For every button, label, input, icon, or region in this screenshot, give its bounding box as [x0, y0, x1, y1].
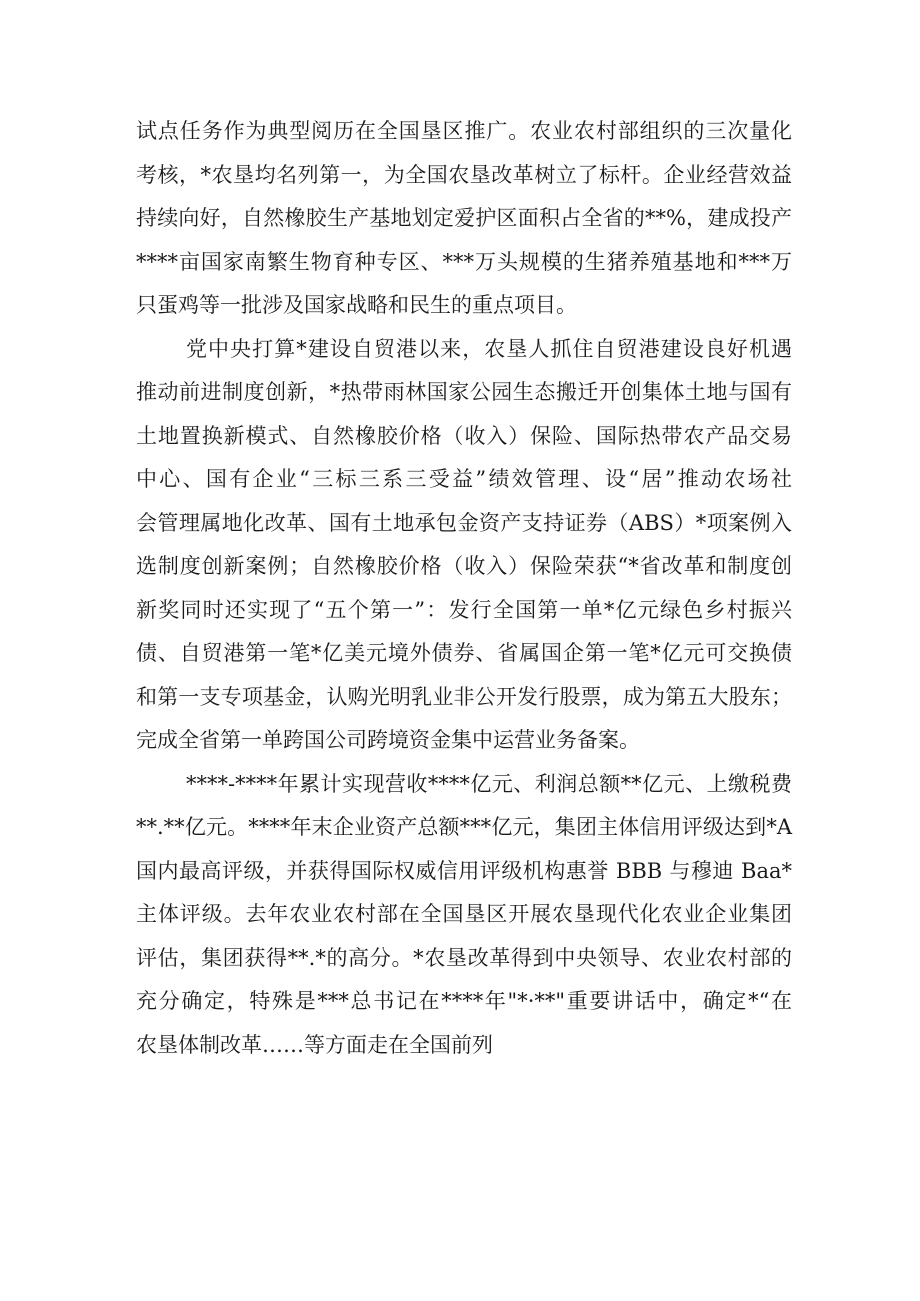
text-line: ****-****年累计实现营收****亿元、利润总额**亿元、上缴税费: [186, 771, 792, 796]
document-body: [136, 110, 792, 1067]
text-line: 完成全省第一单跨国公司跨境资金集中运营业务备案。: [136, 728, 640, 752]
text-line: 党中央打算*建设自贸港以来，农垦人抓住自贸港建设良好机遇: [186, 336, 792, 361]
paragraph-3: [136, 763, 792, 1068]
text-line: 只蛋鸡等一批涉及国家战略和民生的重点项目。: [136, 293, 577, 317]
text-line: 会管理属地化改革、国有土地承包金资产支持证券（ABS）*项案例入: [136, 510, 792, 535]
text-line: 中心、国有企业“三标三系三受益”绩效管理、设“居”推动农场社: [136, 467, 792, 491]
text-line: 国内最高评级，并获得国际权威信用评级机构惠誉 BBB 与穆迪 Baa*: [136, 858, 792, 883]
text-line: **.**亿元。****年末企业资产总额***亿元，集团主体信用评级达到*A: [136, 815, 792, 839]
text-line: 选制度创新案例；自然橡胶价格（收入）保险荣获“*省改革和制度创: [136, 554, 792, 578]
text-line: 新奖同时还实现了“五个第一”：发行全国第一单*亿元绿色乡村振兴: [136, 597, 792, 622]
text-line: 试点任务作为典型阅历在全国垦区推广。农业农村部组织的三次量化: [136, 119, 792, 143]
paragraph-2: [136, 328, 792, 763]
text-line: 充分确定，特殊是***总书记在****年"*·**"重要讲话中，确定*“在: [136, 989, 792, 1013]
text-line: 土地置换新模式、自然橡胶价格（收入）保险、国际热带农产品交易: [136, 423, 792, 448]
text-line: 持续向好，自然橡胶生产基地划定爱护区面积占全省的**%，建成投产: [136, 206, 792, 230]
text-line: 和第一支专项基金，认购光明乳业非公开发行股票，成为第五大股东；: [136, 684, 792, 709]
text-line: 推动前进制度创新，*热带雨林国家公园生态搬迁开创集体土地与国有: [136, 380, 792, 404]
text-line: 债、自贸港第一笔*亿美元境外债券、省属国企第一笔*亿元可交换债: [136, 641, 792, 665]
paragraph-1: [136, 110, 792, 328]
text-line: 农垦体制改革……等方面走在全国前列: [136, 1032, 493, 1057]
text-line: 评估，集团获得**.*的高分。*农垦改革得到中央领导、农业农村部的: [136, 945, 792, 970]
text-line: 主体评级。去年农业农村部在全国垦区开展农垦现代化农业企业集团: [136, 902, 792, 926]
text-line: 考核，*农垦均名列第一，为全国农垦改革树立了标杆。企业经营效益: [136, 162, 792, 187]
text-line: ****亩国家南繁生物育种专区、***万头规模的生猪养殖基地和***万: [136, 249, 792, 274]
